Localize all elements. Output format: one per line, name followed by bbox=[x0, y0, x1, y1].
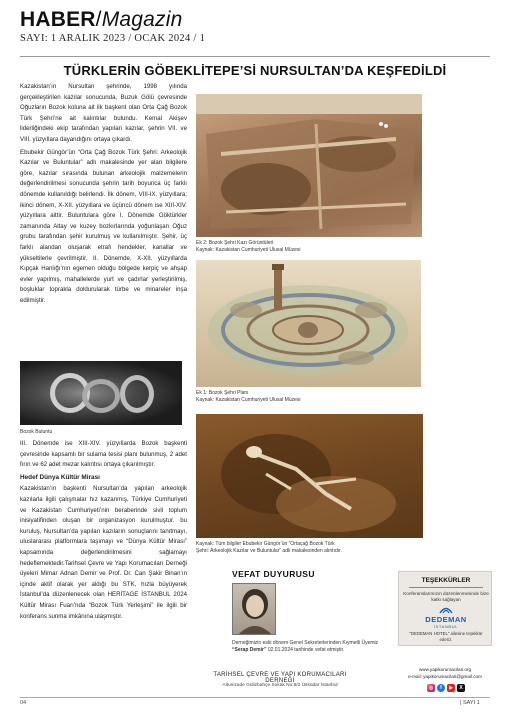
hotel-city: İSTANBUL bbox=[433, 624, 459, 629]
article-subheading: Hedef Dünya Kültür Mirası bbox=[20, 473, 100, 481]
page-number: 04 bbox=[20, 700, 27, 706]
article-paragraph: Ebubekir Güngör’ün “Orta Çağ Bozok Türk Şehri: Arkeolojik Kazılar ve Buluntular” adlı makalesinde yer alan bilgilere göre, kazılar sırasında bulunan arkeolojik malzemelerin değerlendirilmesi sonucunda şehrin tarih boyunca üç farklı dönemde kullanıldığı belirlendi. İlk dönem, VIII-IX. yüzyıllara; ikinci dönem, X-XII. yüzyıllara ve üçüncü dönem ise XIII-XIV. yüzyıllara aittir. Buluntulara göre I. Dönemde Göktürkler zamanında Altay ve kuzey bozkırlarında yoğunlaşan Oğuz grubu tarafından şehir kurulmuş ve kullanılmıştır. Şehir, üç farklı alandan oluşarak etrafı hendekler, kanallar ve yükseltilerle çevrilmiştir. II. Dönemde, X-XII. yüzyıllarda Kıpçak Hanlığı’nın egemen olduğu bölgede kerpiç ve ahşap evler yapılmış, mahallelerde yurt ve çadırlar yerleştirilmiş, boşluklar toprakla doldurularak türbe ve minareler inşa edilmiştir. bbox=[20, 148, 187, 304]
brand-name: HABER bbox=[20, 8, 96, 31]
thanks-box bbox=[398, 571, 492, 646]
youtube-icon[interactable]: ▶ bbox=[447, 684, 455, 692]
hotel-name: DEDEMAN bbox=[425, 615, 467, 624]
title-slash: / bbox=[95, 8, 102, 31]
article-paragraph: III. Dönemde ise XIII-XIV. yüzyıllarda Bozok başkenti çevresinde kapsamlı bir sulama tesisi planı bulunmuş, 2 adet fırın ve 62 adet mezar kalıntısı ortaya çıkarılmıştır. bbox=[20, 440, 187, 469]
photo1-caption-source: Kaynak: Kazakistan Cumhuriyeti Ulusal Müzesi bbox=[196, 247, 301, 253]
thanks-title: TEŞEKKÜRLER bbox=[421, 577, 471, 584]
photo3-caption-line1: Kaynak: Tüm bilgiler Ebubekir Güngör’ün “Ortaçağ Bozok Türk bbox=[196, 541, 335, 547]
excavation-photo bbox=[196, 94, 422, 237]
obituary-text-start: Derneğimizin eski dönem Genel Sekreterlerinden Kıymetli Üyemiz bbox=[232, 640, 379, 646]
photo1-caption-title: Ek 2: Bozok Şehri Kazı Görüntüleri bbox=[196, 240, 274, 246]
x-icon[interactable]: X bbox=[457, 684, 465, 692]
thanks-body: Konferanslarımızın düzenlenmesinde bize katkı sağlayan bbox=[403, 591, 489, 602]
photo3-caption-line2: Şehri: Arkeolojik Kazılar ve Buluntular” adlı makalesinden alıntıdır. bbox=[196, 548, 342, 554]
masthead-divider bbox=[20, 56, 490, 57]
obituary-portrait bbox=[232, 583, 276, 635]
obituary-title: VEFAT DUYURUSU bbox=[232, 569, 315, 579]
photo2-caption-title: Ek 1: Bozok Şehri Planı bbox=[196, 390, 249, 396]
dedeman-logo-icon bbox=[439, 606, 453, 614]
obituary-text-end: 02.01.2024 tarihinde vefat etmiştir. bbox=[266, 647, 345, 653]
article-paragraph: Kazakistan’ın başkenti Nursultan’da yapılan arkeolojik kazılarla ilgili çalışmalar hız kazanmış, Türkiye Cumhuriyeti ve Kazakistan Cumhuriyeti’nin beraberinde sivil toplum inisiyatifinden oluşan bir organizasyon kurulmuştur. bu kuruluş, Nursultan’da yapılan kazıların sonuçlarını tanıtmayı, uluslararası platformlara taşımayı ve “Dünya Kültür Mirası” kapsamında değerlendirilmesini sağlamayı hedeflemektedir.Tarihsel Çevre ve Yapı Korumacıları Derneği üyeleri Mimar Adnan Demir ve Prof. Dr. Can Şakir Binan’ın içinde aktif olarak yer aldığı bu STK, hızla büyüyerek İstanbul’da düzenlenecek olan HERİTAGE İSTANBUL 2024 Kültür Mirası Fuarı’nda “Bozok Türk Yerleşimi” ile ilgili bir konferans sunma imkânına ulaşmıştır. bbox=[20, 485, 187, 620]
issue-line: SAYI: 1 ARALIK 2023 / OCAK 2024 / 1 bbox=[20, 33, 206, 44]
ring-photo-caption: Bozok Buluntu bbox=[20, 429, 53, 435]
footer-organization: TARİHSEL ÇEVRE VE YAPI KORUMACILARI DERNEĞİ bbox=[213, 672, 347, 684]
obituary-text bbox=[232, 640, 382, 654]
magazine-word: Magazin bbox=[101, 8, 183, 31]
article-headline: TÜRKLERİN GÖBEKLİTEPE’Sİ NURSULTAN’DA KEŞFEDİLDİ bbox=[63, 63, 447, 78]
ring-artifact-photo bbox=[20, 361, 182, 425]
burial-excavation-photo bbox=[196, 414, 423, 538]
obituary-name: “Serap Demir” bbox=[232, 647, 267, 653]
website-link[interactable]: www.yapikorumacilari.org bbox=[418, 667, 472, 672]
footer-divider bbox=[20, 697, 490, 698]
thanks-note: “DEDEMAN HOTEL” ailesine teşekkür ederiz. bbox=[409, 631, 483, 642]
magazine-title bbox=[20, 8, 490, 32]
photo3-caption bbox=[196, 541, 342, 555]
email-link[interactable]: e-mail: yapikorumacilari@gmail.com bbox=[408, 674, 482, 679]
article-column-top bbox=[20, 82, 187, 308]
social-icons bbox=[427, 684, 467, 693]
photo2-caption bbox=[196, 390, 301, 404]
photo1-caption bbox=[196, 240, 301, 254]
city-plan-illustration bbox=[196, 260, 421, 387]
footer-address: Altunizade Gülizbahçe Sokak No:8/2 Üsküdar İstanbul bbox=[222, 683, 338, 688]
thanks-divider bbox=[409, 587, 483, 588]
article-paragraph: Kazakistan’ın Nursultan şehrinde, 1998 yılında gerçekleştirilen kazılar sonucunda, Buzuk Gölü çevresinde Oğuzların Bozok koluna ait ilk başkent olan Orta Çağ Bozok Türk Şehri’ne ait kalıntılar bulundu. Kemal Akişev liderliğindeki ekip tarafından yapılan kazılar, şehrin VII. ve VIII. yüzyıllara dayandığını ortaya çıkardı. bbox=[20, 83, 187, 143]
masthead bbox=[20, 8, 490, 44]
article-column-bottom bbox=[20, 439, 187, 624]
instagram-icon[interactable]: ◎ bbox=[428, 685, 434, 691]
facebook-icon[interactable]: f bbox=[437, 684, 445, 692]
contact-info bbox=[398, 666, 492, 680]
issue-footer: | SAYI 1 bbox=[460, 700, 480, 706]
photo2-caption-source: Kaynak: Kazakistan Cumhuriyeti Ulusal Müzesi bbox=[196, 397, 301, 403]
